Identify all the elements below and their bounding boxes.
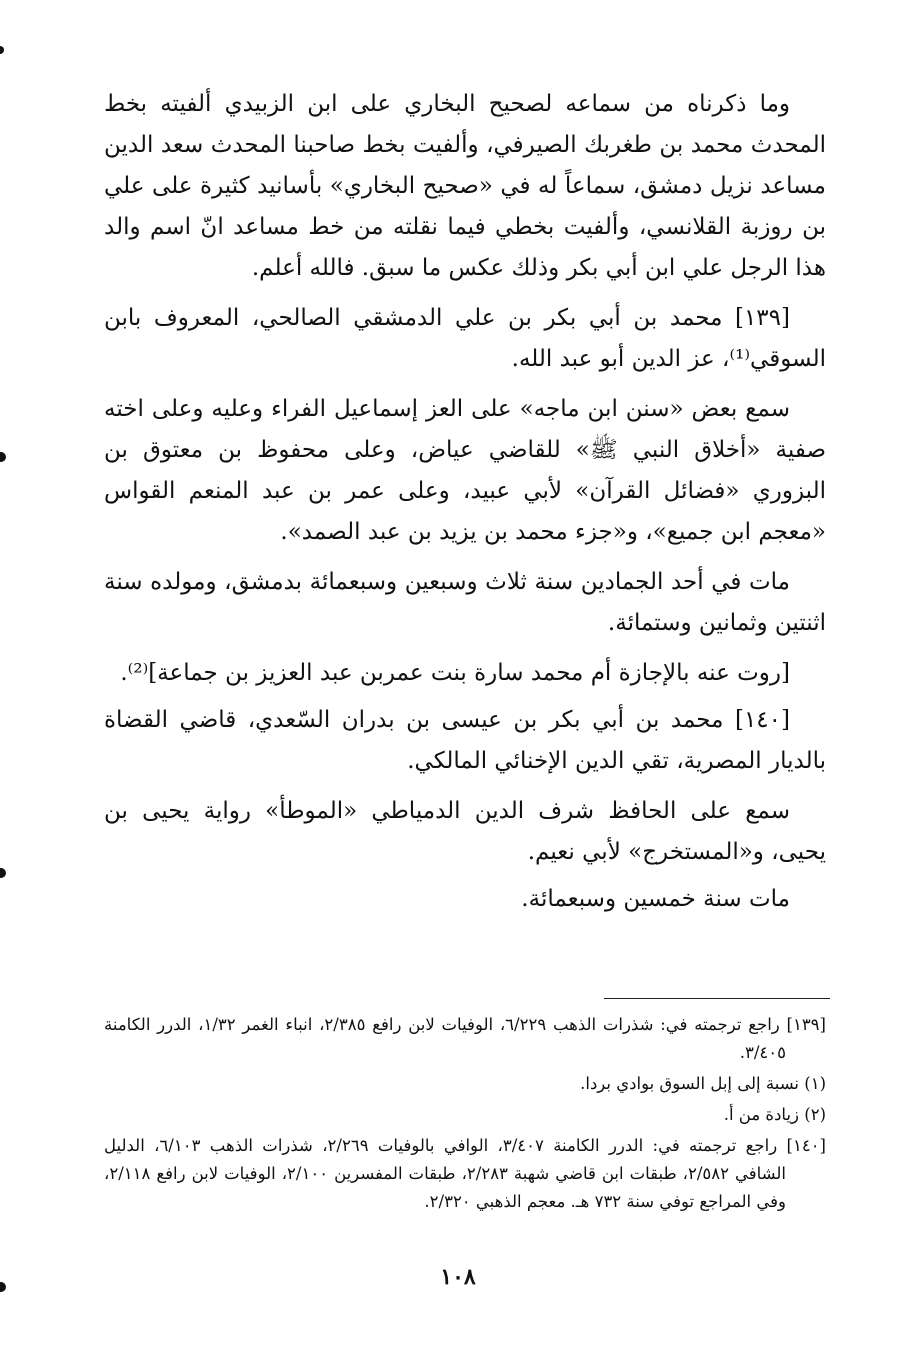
binding-mark: [0, 46, 4, 54]
paragraph-140-sama: سمع على الحافظ شرف الدين الدمياطي «الموطأ» رواية يحيى بن يحيى، و«المستخرج» لأبي نعيم.: [104, 798, 826, 865]
footnote-139-sources: [١٣٩] راجع ترجمته في: شذرات الذهب ٦/٢٢٩، الوفيات لابن رافع ٢/٣٨٥، انباء الغمر ١/٣٢، الدرر الكامنة ٣/٤٠٥.: [104, 1015, 826, 1062]
footnote-2: (٢) زيادة من أ.: [723, 1105, 826, 1124]
footnote-separator: [604, 998, 830, 999]
paragraph-sama-bukhari: وما ذكرناه من سماعه لصحيح البخاري على ابن الزبيدي ألفيته بخط المحدث محمد بن طغربك الصيرفي، وألفيت بخط صاحبنا المحدث سعد الدين مساعد نزيل دمشق، سماعاً له في «صحيح البخاري» بأسانيد كثيرة على علي بن روزبة القلانسي، وألفيت بخطي فيما نقلته من خط مساعد انّ اسم والد هذا الرجل علي ابن أبي بكر وذلك عكس ما سبق. فالله أعلم.: [104, 91, 826, 281]
footnote-140-sources: [١٤٠] راجع ترجمته في: الدرر الكامنة ٣/٤٠٧، الوافي بالوفيات ٢/٢٦٩، شذرات الذهب ٦/١٠٣، الدليل الشافي ٢/٥٨٢، طبقات ابن قاضي شهبة ٢/٢٨٣، طبقات المفسرين ٢/١٠٠، الوفيات لابن رافع ٢/١١٨، وفي المراجع توفي سنة ٧٣٢ هـ. معجم الذهبي ٢/٣٢٠.: [104, 1136, 826, 1211]
entry-heading-139: [١٣٩] محمد بن أبي بكر بن علي الدمشقي الصالحي، المعروف بابن السوقي⁽¹⁾، عز الدين أبو عبد الله.: [104, 305, 826, 372]
paragraph-139-ijaza: [روت عنه بالإجازة أم محمد سارة بنت عمربن عبد العزيز بن جماعة]⁽²⁾.: [120, 660, 790, 686]
footnotes: [104, 1011, 826, 1219]
entry-heading-140: [١٤٠] محمد بن أبي بكر بن عيسى بن بدران السّعدي، قاضي القضاة بالديار المصرية، تقي الدين الإخنائي المالكي.: [104, 707, 826, 774]
binding-mark: [0, 868, 6, 878]
binding-mark: [0, 452, 6, 462]
paragraph-139-sama: سمع بعض «سنن ابن ماجه» على العز إسماعيل الفراء وعليه وعلى اخته صفية «أخلاق النبي ﷺ» للقاضي عياض، وعلى محفوظ بن معتوق بن البزوري «فضائل القرآن» لأبي عبيد، وعلى عمر بن عبد المنعم القواس «معجم ابن جميع»، و«جزء محمد بن يزيد بن عبد الصمد».: [104, 396, 826, 545]
paragraph-140-death: مات سنة خمسين وسبعمائة.: [521, 886, 790, 912]
footnote-1: (١) نسبة إلى إبل السوق بوادي بردا.: [580, 1074, 826, 1093]
paragraph-139-death: مات في أحد الجمادين سنة ثلاث وسبعين وسبعمائة بدمشق، ومولده سنة اثنتين وثمانين وستمائة.: [104, 569, 826, 636]
page-number: ١٠٨: [440, 1264, 476, 1290]
main-text: [104, 84, 826, 929]
